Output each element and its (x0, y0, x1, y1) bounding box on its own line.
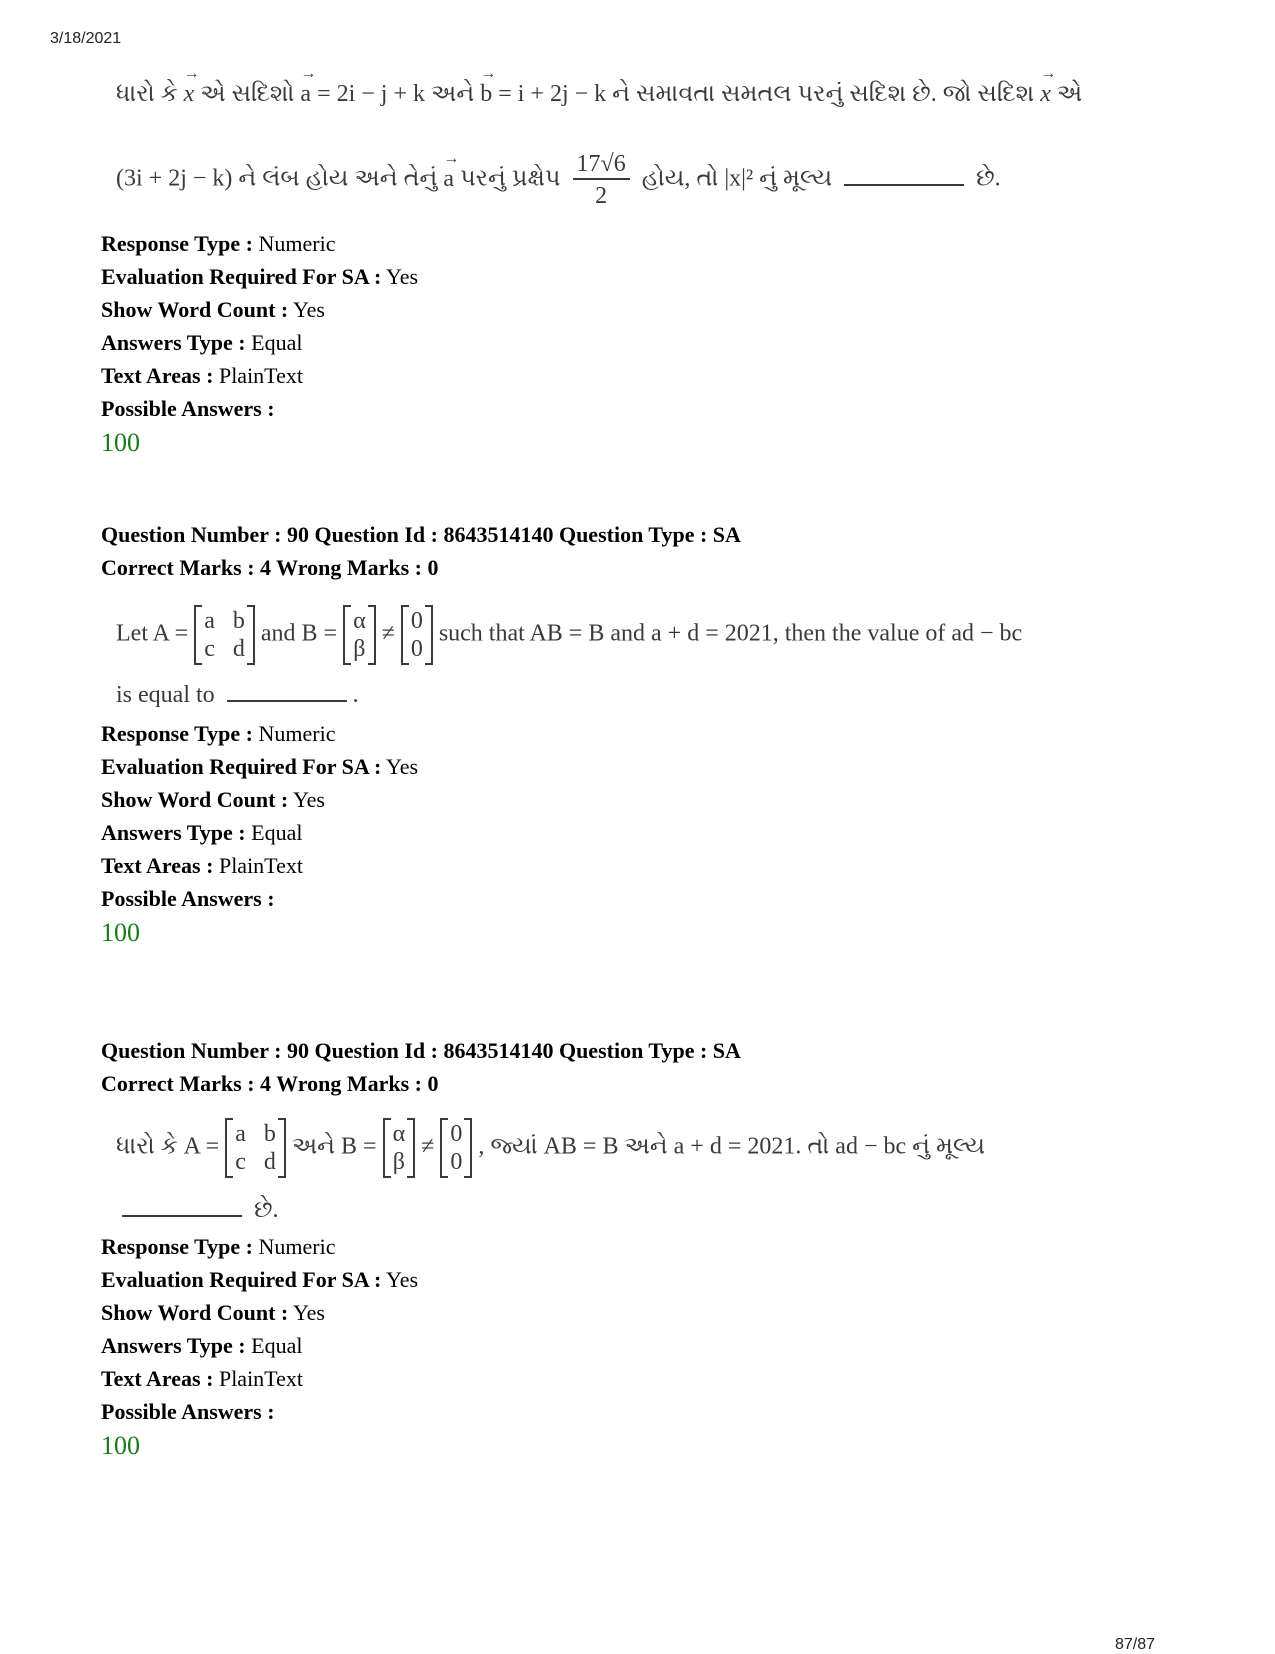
text-areas (101, 1362, 418, 1395)
label: Possible Answers : (101, 886, 275, 911)
matrix-row: β (392, 1149, 405, 1175)
question-2-line-1 (116, 605, 1022, 665)
print-date: 3/18/2021 (50, 30, 122, 47)
value: Yes (386, 754, 419, 779)
matrix-cell: b (263, 1121, 276, 1147)
label: Show Word Count : (101, 787, 289, 812)
evaluation-required (101, 1263, 418, 1296)
matrix-row (204, 607, 245, 635)
label: Response Type : (101, 231, 253, 256)
value: Yes (292, 787, 325, 812)
matrix-cell: c (204, 636, 215, 662)
label: Possible Answers : (101, 1399, 275, 1424)
value: Numeric (258, 231, 336, 256)
q3-text: અને B = (291, 1133, 377, 1160)
abs-vector-x-squared: |x|² (724, 165, 754, 192)
value: Numeric (258, 721, 336, 746)
question-1-body (116, 70, 1196, 220)
question-3-header (101, 1034, 741, 1100)
question-2-line-2 (116, 683, 359, 707)
label: Show Word Count : (101, 1300, 289, 1325)
q1-text: અને (431, 81, 475, 107)
matrix-row: 0 (450, 1121, 463, 1147)
possible-answers (101, 392, 418, 425)
matrix-row (204, 635, 245, 663)
vector-b: → b (480, 82, 492, 106)
answers-type (101, 326, 418, 359)
q2-text: such that AB = B and a + d = 2021, then the value of ad − bc (438, 620, 1023, 647)
matrix-row: 0 (450, 1149, 463, 1175)
question-1-line-2 (116, 152, 1001, 208)
q1-text: ને સમાવતા સમતલ પરનું સદિશ છે. જો સદિશ (612, 81, 1035, 107)
possible-answers (101, 882, 418, 915)
fraction (573, 152, 630, 208)
matrix-a (225, 1118, 286, 1178)
q1-text: ને લંબ હોય અને તેનું (238, 165, 438, 192)
evaluation-required (101, 260, 418, 293)
response-type (101, 717, 418, 750)
question-2-meta (101, 717, 418, 951)
q1-text: (3i + 2j − k) (116, 165, 233, 192)
matrix-row (235, 1148, 276, 1176)
q1-text: = i + 2j − k (498, 81, 607, 107)
question-2-body (116, 605, 1196, 735)
show-word-count (101, 783, 418, 816)
text-areas (101, 849, 418, 882)
evaluation-required (101, 750, 418, 783)
q1-text: છે. (976, 165, 1001, 192)
label: Possible Answers : (101, 396, 275, 421)
value: PlainText (218, 853, 303, 878)
q1-text: એ સદિશો (200, 81, 295, 107)
q3-text: , જ્યાં AB = B અને a + d = 2021. તો ad − bc નું મૂલ્ય (478, 1133, 986, 1160)
answer-blank (227, 698, 347, 702)
q1-text: નું મૂલ્ય (759, 165, 833, 192)
q2-text: is equal to (116, 682, 215, 708)
value: Yes (292, 297, 325, 322)
matrix-b (343, 605, 376, 665)
label: Show Word Count : (101, 297, 289, 322)
label: Evaluation Required For SA : (101, 754, 382, 779)
q1-text: હોય, તો (641, 165, 719, 192)
possible-answers (101, 1395, 418, 1428)
marks-line: Correct Marks : 4 Wrong Marks : 0 (101, 1071, 439, 1096)
marks-line: Correct Marks : 4 Wrong Marks : 0 (101, 555, 439, 580)
label: Text Areas : (101, 1366, 214, 1391)
label: Response Type : (101, 721, 253, 746)
question-1-line-1 (116, 82, 1082, 106)
value: PlainText (218, 1366, 303, 1391)
matrix-row: 0 (410, 636, 423, 662)
matrix-row: α (392, 1121, 406, 1147)
label: Response Type : (101, 1234, 253, 1259)
possible-answer-value: 100 (101, 918, 140, 947)
value: Equal (251, 820, 303, 845)
q2-text: . (352, 682, 359, 708)
page-number: 87/87 (1114, 1636, 1155, 1653)
response-type (101, 227, 418, 260)
value: Yes (386, 1267, 419, 1292)
text-areas (101, 359, 418, 392)
zero-matrix (440, 1118, 472, 1178)
label: Evaluation Required For SA : (101, 264, 382, 289)
matrix-cell: d (232, 636, 245, 662)
matrix-a (194, 605, 255, 665)
matrix-cell: d (263, 1149, 276, 1175)
vector-a: → a (300, 82, 311, 106)
question-3-line-1 (116, 1118, 985, 1178)
vector-a: → a (443, 167, 454, 191)
label: Answers Type : (101, 330, 246, 355)
question-2-header (101, 518, 741, 584)
value: Numeric (258, 1234, 336, 1259)
matrix-row: 0 (410, 608, 423, 634)
show-word-count (101, 1296, 418, 1329)
answers-type (101, 816, 418, 849)
value: Equal (251, 330, 303, 355)
label: Text Areas : (101, 363, 214, 388)
possible-answer-value: 100 (101, 428, 140, 457)
label: Answers Type : (101, 1333, 246, 1358)
q2-text: and B = (260, 620, 338, 647)
matrix-cell: a (204, 608, 215, 634)
q1-text: ધારો કે (116, 81, 178, 107)
possible-answer-value: 100 (101, 1431, 140, 1460)
matrix-b (383, 1118, 416, 1178)
question-3-body (116, 1118, 1196, 1248)
matrix-row: β (353, 636, 366, 662)
q3-text: ધારો કે A = (116, 1133, 220, 1160)
answer-blank (844, 182, 964, 186)
matrix-cell: c (235, 1149, 246, 1175)
response-type (101, 1230, 418, 1263)
matrix-row: α (353, 608, 366, 634)
answer-blank (122, 1213, 242, 1217)
matrix-cell: b (232, 608, 245, 634)
value: PlainText (218, 363, 303, 388)
q2-text: Let A = (116, 620, 189, 647)
q1-text: પરનું પ્રક્ષેપ (460, 165, 561, 192)
neq-sign: ≠ (421, 1133, 435, 1160)
label: Evaluation Required For SA : (101, 1267, 382, 1292)
fraction-denominator: 2 (595, 183, 608, 209)
question-number-line: Question Number : 90 Question Id : 8643514140 Question Type : SA (101, 522, 741, 547)
q1-text: = 2i − j + k (317, 81, 426, 107)
q3-text: છે. (254, 1197, 279, 1223)
value: Yes (386, 264, 419, 289)
matrix-cell: a (235, 1121, 246, 1147)
question-3-line-2 (116, 1198, 279, 1222)
question-1-meta (101, 227, 418, 461)
label: Text Areas : (101, 853, 214, 878)
q1-text: એ (1056, 81, 1083, 107)
zero-matrix (401, 605, 433, 665)
vector-x: → x (1040, 82, 1051, 106)
vector-x: → x (184, 82, 195, 106)
show-word-count (101, 293, 418, 326)
value: Yes (292, 1300, 325, 1325)
neq-sign: ≠ (381, 620, 395, 647)
value: Equal (251, 1333, 303, 1358)
fraction-numerator: 17√6 (573, 152, 630, 180)
question-3-meta (101, 1230, 418, 1464)
matrix-row (235, 1120, 276, 1148)
label: Answers Type : (101, 820, 246, 845)
answers-type (101, 1329, 418, 1362)
question-number-line: Question Number : 90 Question Id : 8643514140 Question Type : SA (101, 1038, 741, 1063)
